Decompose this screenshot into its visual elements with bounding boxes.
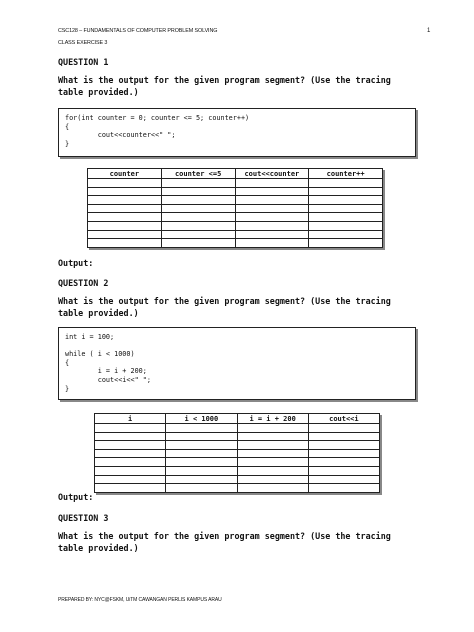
code-line: { bbox=[65, 122, 70, 131]
question-2-code-box bbox=[58, 327, 416, 400]
table-row bbox=[88, 239, 383, 248]
question-1-tracing-table bbox=[87, 168, 383, 248]
code-line: while ( i < 1000) bbox=[65, 350, 135, 359]
code-line: { bbox=[65, 358, 70, 367]
table-row bbox=[88, 221, 383, 230]
table-header: counter bbox=[88, 169, 162, 179]
table-header: i bbox=[95, 414, 166, 424]
exercise-title: CLASS EXERCISE 3 bbox=[58, 40, 108, 46]
code-line: i = i + 200; bbox=[65, 367, 147, 376]
table-row bbox=[88, 204, 383, 213]
question-1-prompt: What is the output for the given program segment? (Use the tracing table provided.) bbox=[58, 75, 391, 97]
table-header: i = i + 200 bbox=[237, 414, 308, 424]
question-2-prompt: What is the output for the given program segment? (Use the tracing table provided.) bbox=[58, 296, 391, 318]
table-row bbox=[95, 484, 380, 493]
question-1-output-label: Output: bbox=[58, 258, 94, 268]
course-title: CSC128 – FUNDAMENTALS OF COMPUTER PROBLEM SOLVING bbox=[58, 28, 218, 34]
question-2-output-label: Output: bbox=[58, 492, 94, 502]
table-header: cout<<i bbox=[308, 414, 379, 424]
question-2-title: QUESTION 2 bbox=[58, 278, 109, 288]
table-row bbox=[95, 475, 380, 484]
table-row bbox=[88, 213, 383, 222]
table-header: counter <=5 bbox=[161, 169, 235, 179]
code-line: for(int counter = 0; counter <= 5; counter++) bbox=[65, 114, 250, 122]
table-row bbox=[88, 196, 383, 205]
table-row bbox=[95, 458, 380, 467]
question-1-title: QUESTION 1 bbox=[58, 57, 109, 67]
code-line: cout<<counter<<" "; bbox=[65, 131, 176, 140]
table-row bbox=[95, 449, 380, 458]
code-line: } bbox=[65, 139, 70, 148]
table-header: i < 1000 bbox=[166, 414, 237, 424]
question-3-prompt: What is the output for the given program segment? (Use the tracing table provided.) bbox=[58, 531, 391, 553]
table-header: cout<<counter bbox=[235, 169, 309, 179]
document-header bbox=[58, 28, 217, 52]
code-line: cout<<i<<" "; bbox=[65, 375, 151, 384]
code-line: } bbox=[65, 384, 70, 393]
code-line bbox=[65, 342, 409, 351]
table-row bbox=[95, 424, 380, 433]
document-footer: PREPARED BY: NYC@FSKM, UiTM CAWANGAN PERLIS KAMPUS ARAU bbox=[58, 597, 222, 603]
question-1-code-box bbox=[58, 108, 416, 157]
code-line: int i = 100; bbox=[65, 333, 115, 341]
table-header: counter++ bbox=[309, 169, 383, 179]
table-row bbox=[95, 466, 380, 475]
question-2-tracing-table bbox=[94, 413, 380, 493]
table-row bbox=[95, 432, 380, 441]
table-row bbox=[88, 179, 383, 188]
table-row bbox=[95, 441, 380, 450]
question-3-title: QUESTION 3 bbox=[58, 513, 109, 523]
page-number: 1 bbox=[427, 28, 431, 34]
table-row bbox=[88, 187, 383, 196]
table-row bbox=[88, 230, 383, 239]
